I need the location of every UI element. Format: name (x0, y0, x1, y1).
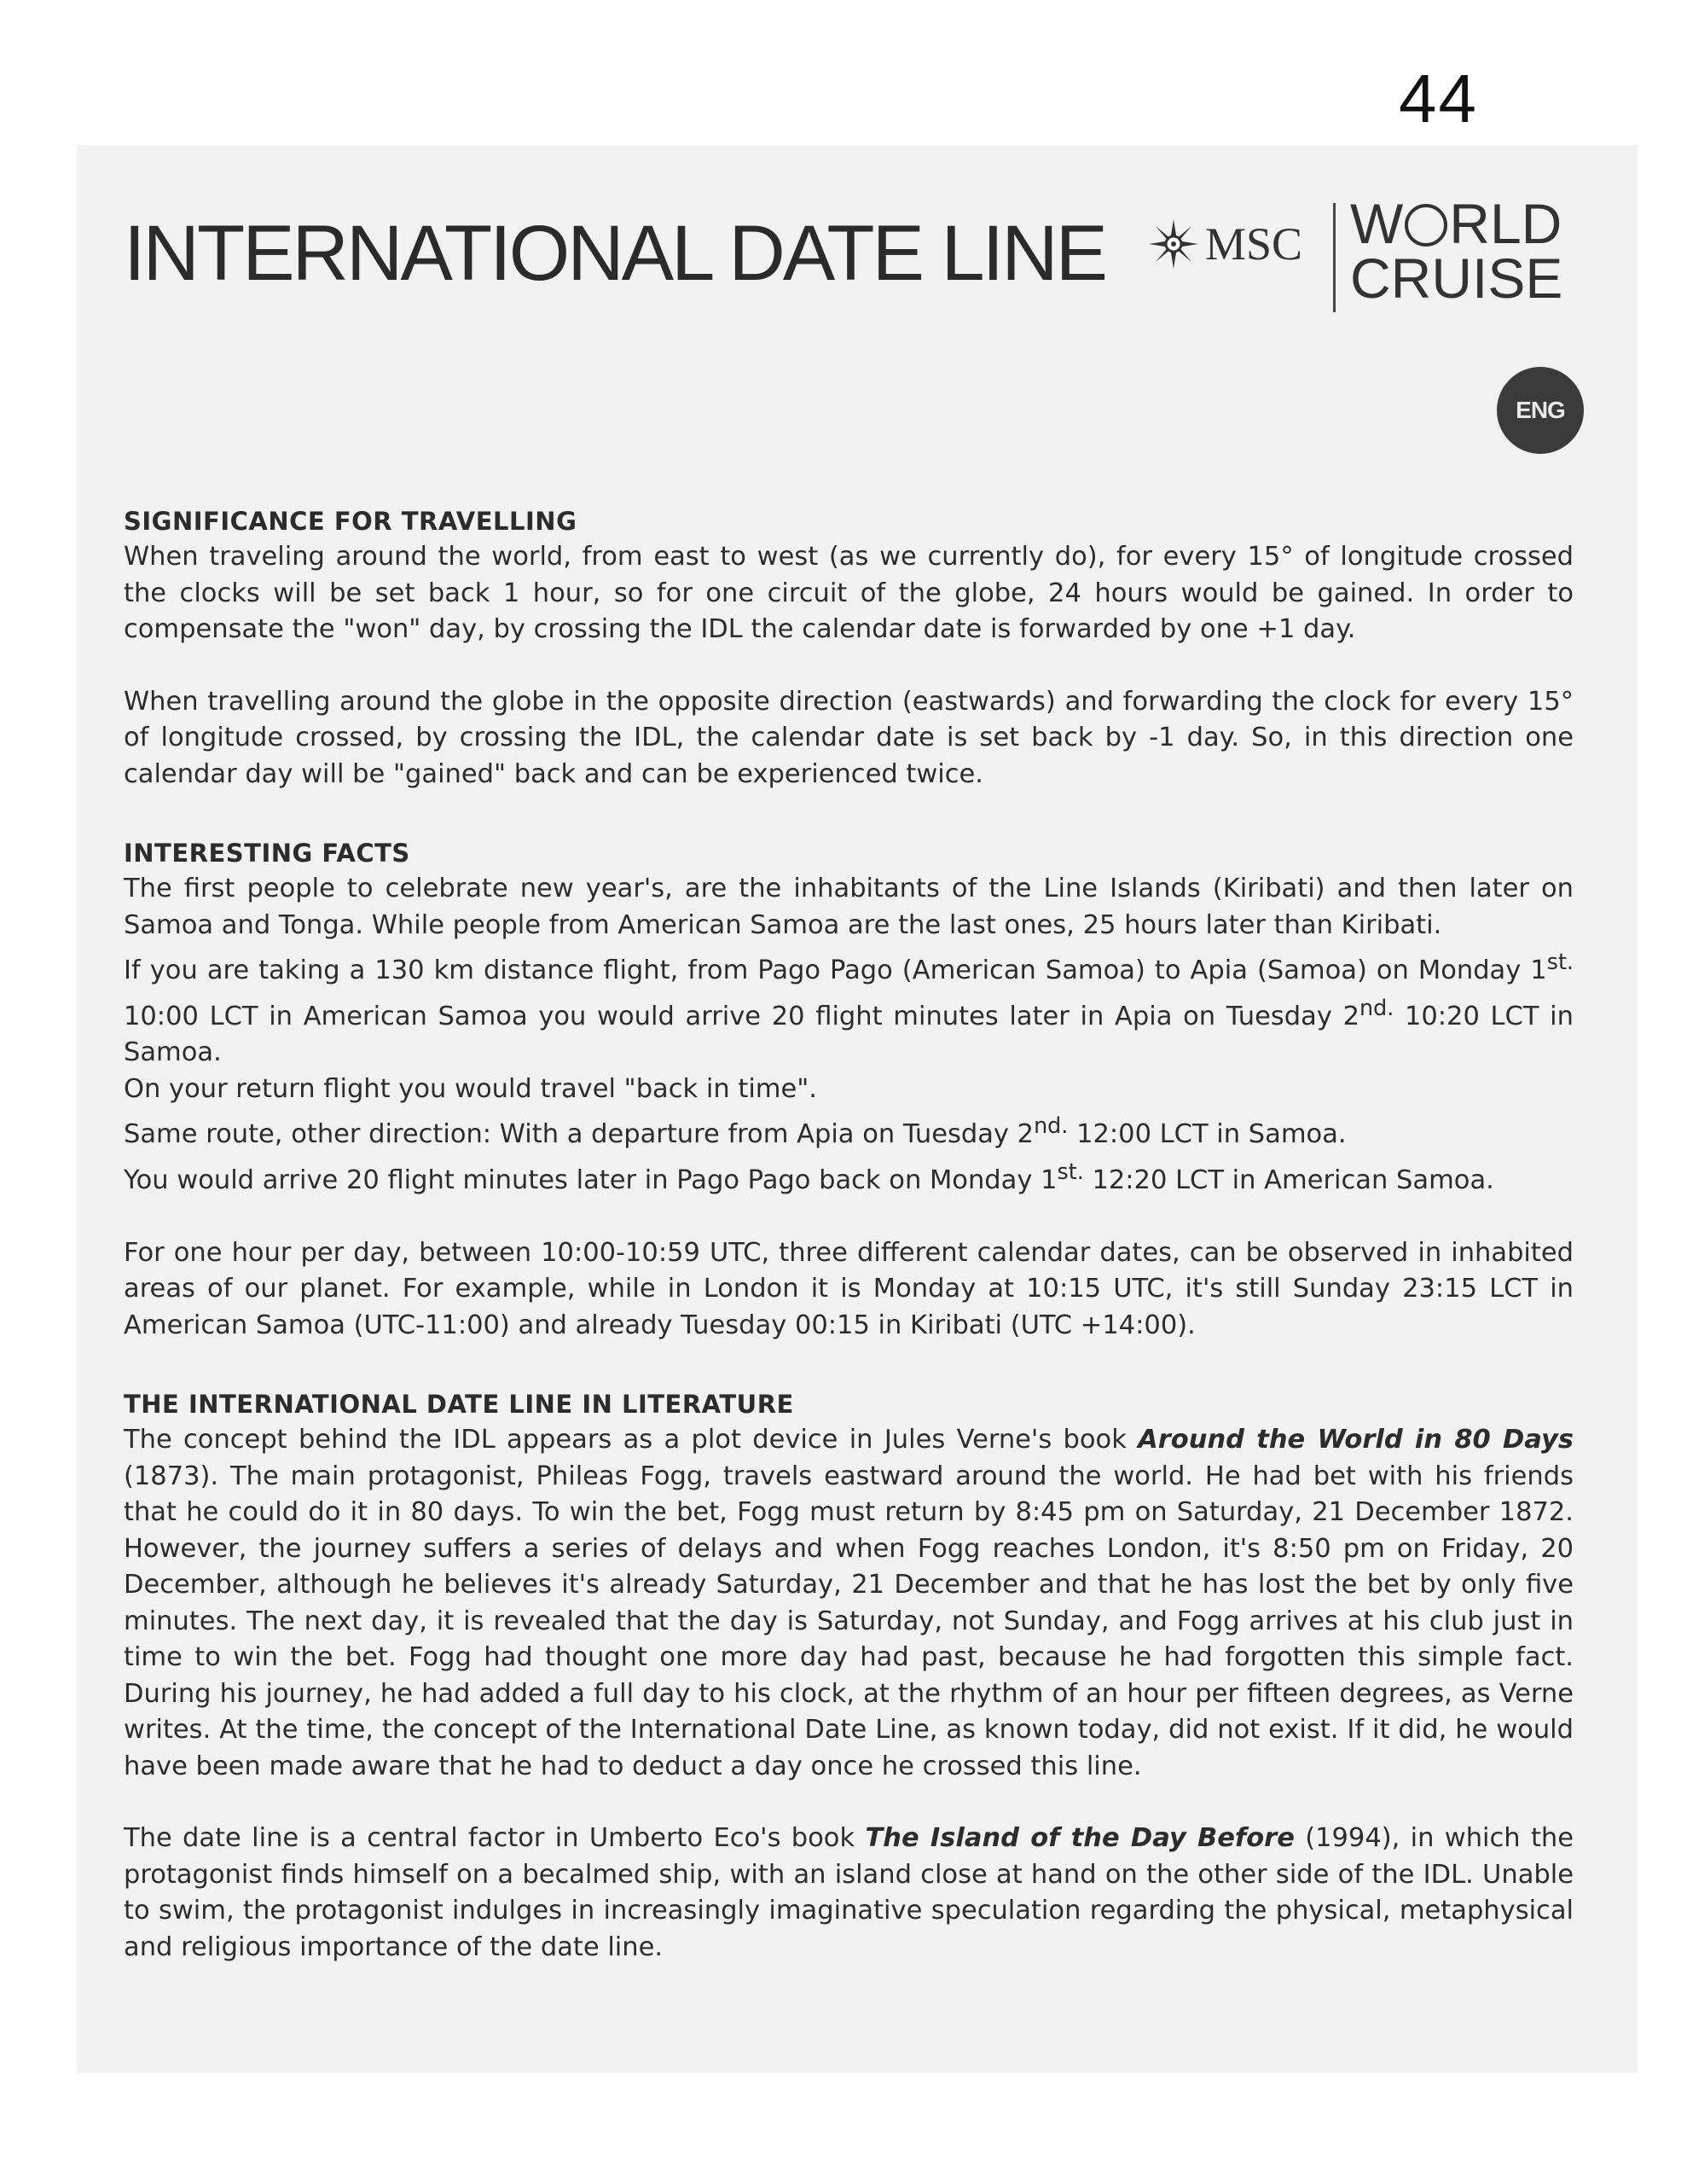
facts-line-2 (124, 944, 1574, 1072)
literature-paragraph-1 (124, 1422, 1574, 1785)
world-wordmark-suffix: RLD (1449, 192, 1562, 255)
facts-line-5-text: 12:20 LCT in American Samoa. (1083, 1165, 1494, 1196)
ordinal-suffix: nd. (1359, 994, 1394, 1020)
facts-line-1: The first people to celebrate new year's, are the inhabitants of the Line Islands (Kiribati) and then later on Samoa and Tonga. While people from American Samoa are the last ones, 25 hours later than Kiribati. (124, 874, 1574, 940)
literature-paragraph-2-text: (1994), in which the protagonist finds himself on a becalmed ship, with an island close at hand on the other side of the IDL. Unable to swim, the protagonist indulges in increasingly imaginative speculation regarding the physical, metaphysical and religious importance of the date line. (124, 1823, 1574, 1962)
facts-line-4 (124, 1107, 1574, 1153)
facts-line-5 (124, 1153, 1574, 1199)
brand-divider (1333, 203, 1336, 312)
book-title: Around the World in 80 Days (1138, 1425, 1574, 1455)
ordinal-suffix: st. (1546, 949, 1574, 974)
facts-line-2-text: If you are taking a 130 km distance flight, from Pago Pago (American Samoa) to Apia (Samoa) on Monday 1 (124, 956, 1547, 986)
world-wordmark-prefix: W (1350, 192, 1404, 255)
page-number: 44 (1399, 61, 1478, 136)
facts-line-4-text: Same route, other direction: With a departure from Apia on Tuesday 2 (124, 1119, 1035, 1150)
book-title: The Island of the Day Before (865, 1823, 1295, 1854)
facts-line-2-text: 10:20 LCT in Samoa. (124, 1001, 1574, 1068)
literature-paragraph-2 (124, 1821, 1574, 1966)
document-body (124, 503, 1574, 1966)
compass-icon (1147, 218, 1200, 270)
literature-paragraph-1-text: (1873). The main protagonist, Phileas Fogg, travels eastward around the world. He had bet with his friends that he could do it in 80 days. To win the bet, Fogg must return by 8:45 pm on Saturday, 21 December 1872. However, the journey suffers a series of delays and when Fogg reaches London, it's 8:50 pm on Friday, 20 December, although he believes it's already Saturday, 21 December and that he has lost the bet by only five minutes. The next day, it is revealed that the day is Saturday, not Sunday, and Fogg arrives at his club just in time to win the bet. Fogg had thought one more day had past, because he had forgotten this simple fact. During his journey, he had added a full day to his clock, at the rhythm of an hour per fifteen degrees, as Verne writes. At the time, the concept of the International Date Line, as known today, did not exist. If it did, he would have been made aware that he had to deduct a day once he crossed this line. (124, 1461, 1574, 1781)
section-heading-literature: THE INTERNATIONAL DATE LINE IN LITERATURE (124, 1390, 794, 1420)
travelling-paragraph-1: When traveling around the world, from east to west (as we currently do), for every 15° of longitude crossed the clocks will be set back 1 hour, so for one circuit of the globe, 24 hours would be gained. In order to compensate the "won" day, by crossing the IDL the calendar date is forwarded by one +1 day. (124, 542, 1574, 644)
facts-line-3: On your return flight you would travel "back in time". (124, 1073, 818, 1104)
brand-header (1147, 192, 1591, 316)
facts-line-4-text: 12:00 LCT in Samoa. (1068, 1119, 1347, 1150)
facts-line-5-text: You would arrive 20 flight minutes later in Pago Pago back on Monday 1 (124, 1165, 1058, 1196)
page-title: INTERNATIONAL DATE LINE (124, 210, 1106, 297)
world-cruise-logo (1350, 192, 1563, 310)
globe-icon (1405, 204, 1447, 247)
world-wordmark (1350, 192, 1562, 255)
msc-logo (1147, 218, 1302, 270)
facts-line-2-text: 10:00 LCT in American Samoa you would arrive 20 flight minutes later in Apia on Tuesday 2 (124, 1001, 1359, 1031)
msc-wordmark: MSC (1205, 218, 1303, 270)
section-heading-facts: INTERESTING FACTS (124, 839, 410, 868)
literature-paragraph-2-text: The date line is a central factor in Umberto Eco's book (124, 1823, 866, 1854)
literature-paragraph-1-text: The concept behind the IDL appears as a plot device in Jules Verne's book (124, 1425, 1139, 1455)
ordinal-suffix: nd. (1034, 1112, 1069, 1139)
travelling-paragraph-2: When travelling around the globe in the opposite direction (eastwards) and forwarding the clock for every 15° of longitude crossed, by crossing the IDL, the calendar date is set back by -1 day. So, in this direction one calendar day will be "gained" back and can be experienced twice. (124, 686, 1574, 789)
facts-paragraph-hour: For one hour per day, between 10:00-10:59 UTC, three different calendar dates, can be observed in inhabited areas of our planet. For example, while in London it is Monday at 10:15 UTC, it's still Sunday 23:15 LCT in American Samoa (UTC-11:00) and already Tuesday 00:15 in Kiribati (UTC +14:00). (124, 1237, 1574, 1340)
cruise-wordmark: CRUISE (1350, 247, 1563, 310)
ordinal-suffix: st. (1057, 1158, 1084, 1184)
language-badge: ENG (1497, 367, 1584, 454)
section-heading-travelling: SIGNIFICANCE FOR TRAVELLING (124, 507, 577, 536)
